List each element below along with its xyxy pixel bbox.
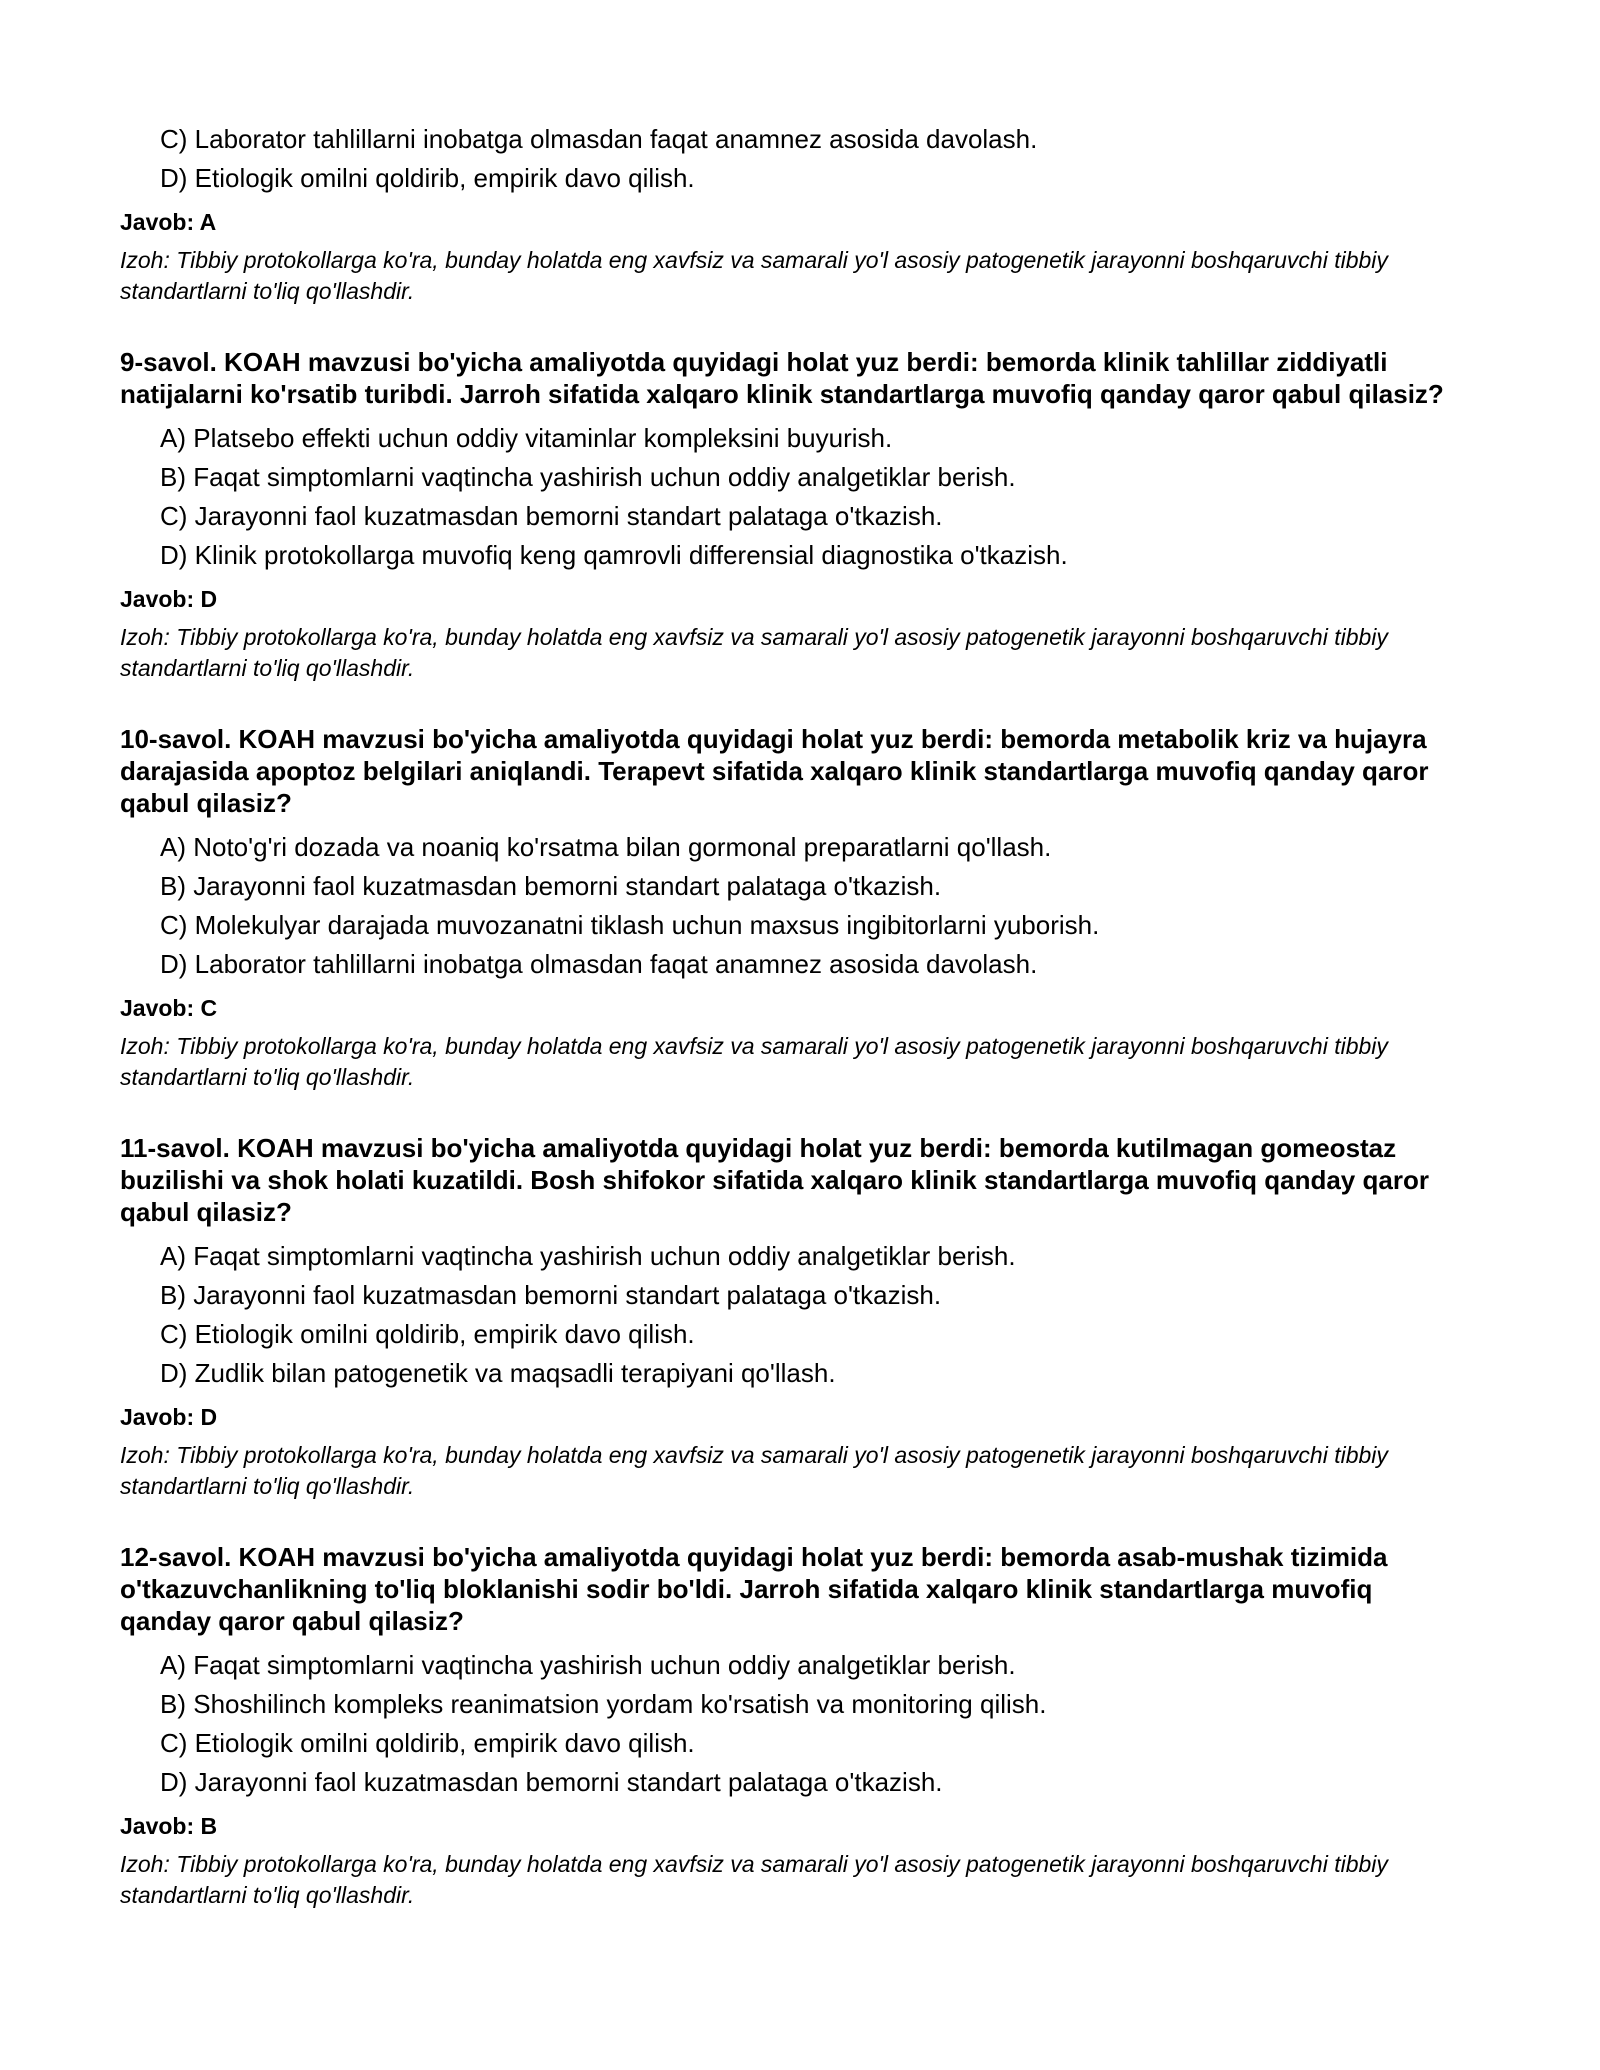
explanation: Izoh: Tibbiy protokollarga ko'ra, bunday holatda eng xavfsiz va samarali yo'l asosiy patogenetik jarayonni boshqaruvchi tibbiy standartlarni to'liq qo'llashdir. [120,624,1388,681]
option-c: C) Etiologik omilni qoldirib, empirik davo qilish. [160,1728,695,1758]
option-a: A) Platsebo effekti uchun oddiy vitaminlar kompleksini buyurish. [160,423,893,453]
answer: Javob: D [120,586,218,612]
question-10 [120,723,1460,1093]
option-d: D) Klinik protokollarga muvofiq keng qamrovli differensial diagnostika o'tkazish. [160,540,1068,570]
explanation: Izoh: Tibbiy protokollarga ko'ra, bunday holatda eng xavfsiz va samarali yo'l asosiy patogenetik jarayonni boshqaruvchi tibbiy standartlarni to'liq qo'llashdir. [120,247,1388,304]
question-12 [120,1541,1460,1911]
option-d: D) Jarayonni faol kuzatmasdan bemorni standart palataga o'tkazish. [160,1767,943,1797]
answer: Javob: C [120,995,218,1021]
question-text: 10-savol. KOAH mavzusi bo'yicha amaliyotda quyidagi holat yuz berdi: bemorda metabolik kriz va hujayra darajasida apoptoz belgilari aniqlandi. Terapevt sifatida xalqaro klinik standartlarga muvofiq qanday qaror qabul qilasiz? [120,724,1429,818]
question-9 [120,346,1460,684]
question-11 [120,1132,1460,1502]
option-c: C) Etiologik omilni qoldirib, empirik davo qilish. [160,1319,695,1349]
question-text: 11-savol. KOAH mavzusi bo'yicha amaliyotda quyidagi holat yuz berdi: bemorda kutilmagan gomeostaz buzilishi va shok holati kuzatildi. Bosh shifokor sifatida xalqaro klinik standartlarga muvofiq qanday qaror qabul qilasiz? [120,1133,1429,1227]
option-c: C) Laborator tahlillarni inobatga olmasdan faqat anamnez asosida davolash. [160,124,1038,154]
option-b: B) Jarayonni faol kuzatmasdan bemorni standart palataga o'tkazish. [160,871,942,901]
option-a: A) Noto'g'ri dozada va noaniq ko'rsatma bilan gormonal preparatlarni qo'llash. [160,832,1052,862]
answer: Javob: A [120,209,217,235]
answer: Javob: D [120,1404,218,1430]
explanation: Izoh: Tibbiy protokollarga ko'ra, bunday holatda eng xavfsiz va samarali yo'l asosiy patogenetik jarayonni boshqaruvchi tibbiy standartlarni to'liq qo'llashdir. [120,1442,1388,1499]
option-c: C) Jarayonni faol kuzatmasdan bemorni standart palataga o'tkazish. [160,501,943,531]
option-c: C) Molekulyar darajada muvozanatni tiklash uchun maxsus ingibitorlarni yuborish. [160,910,1100,940]
document-page [120,120,1460,1911]
question-8-continuation [120,120,1460,307]
explanation: Izoh: Tibbiy protokollarga ko'ra, bunday holatda eng xavfsiz va samarali yo'l asosiy patogenetik jarayonni boshqaruvchi tibbiy standartlarni to'liq qo'llashdir. [120,1033,1388,1090]
question-text: 9-savol. KOAH mavzusi bo'yicha amaliyotda quyidagi holat yuz berdi: bemorda klinik tahlillar ziddiyatli natijalarni ko'rsatib turibdi. Jarroh sifatida xalqaro klinik standartlarga muvofiq qanday qaror qabul qilasiz? [120,347,1444,409]
option-a: A) Faqat simptomlarni vaqtincha yashirish uchun oddiy analgetiklar berish. [160,1650,1016,1680]
option-b: B) Faqat simptomlarni vaqtincha yashirish uchun oddiy analgetiklar berish. [160,462,1016,492]
explanation: Izoh: Tibbiy protokollarga ko'ra, bunday holatda eng xavfsiz va samarali yo'l asosiy patogenetik jarayonni boshqaruvchi tibbiy standartlarni to'liq qo'llashdir. [120,1851,1388,1908]
question-text: 12-savol. KOAH mavzusi bo'yicha amaliyotda quyidagi holat yuz berdi: bemorda asab-mushak tizimida o'tkazuvchanlikning to'liq bloklanishi sodir bo'ldi. Jarroh sifatida xalqaro klinik standartlarga muvofiq qanday qaror qabul qilasiz? [120,1542,1388,1636]
option-d: D) Laborator tahlillarni inobatga olmasdan faqat anamnez asosida davolash. [160,949,1038,979]
option-d: D) Zudlik bilan patogenetik va maqsadli terapiyani qo'llash. [160,1358,836,1388]
option-d: D) Etiologik omilni qoldirib, empirik davo qilish. [160,163,695,193]
option-b: B) Jarayonni faol kuzatmasdan bemorni standart palataga o'tkazish. [160,1280,942,1310]
option-a: A) Faqat simptomlarni vaqtincha yashirish uchun oddiy analgetiklar berish. [160,1241,1016,1271]
answer: Javob: B [120,1813,218,1839]
option-b: B) Shoshilinch kompleks reanimatsion yordam ko'rsatish va monitoring qilish. [160,1689,1047,1719]
